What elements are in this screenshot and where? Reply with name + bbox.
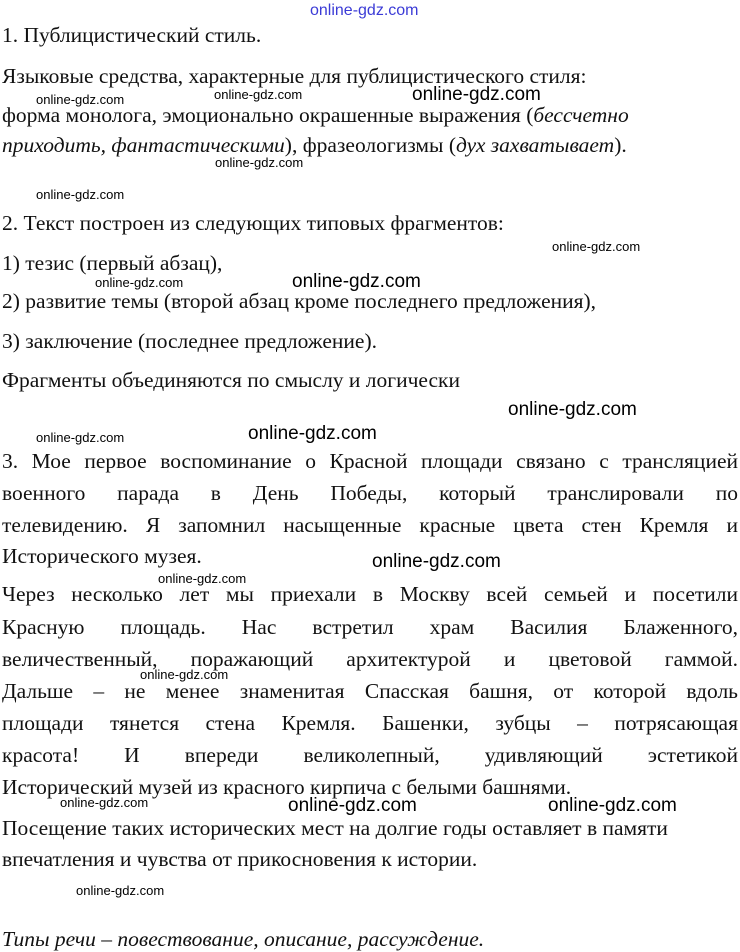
watermark: online-gdz.com xyxy=(36,92,125,107)
section2-summary: Фрагменты объединяются по смыслу и логически xyxy=(2,368,460,392)
section1-line-3 xyxy=(2,132,738,158)
section3-p2-line: величественный, поражающий архитектурой и цветовой гаммой. xyxy=(2,647,738,671)
section3-p2-line: Дальше – не менее знаменитая Спасская башня, от которой вдоль xyxy=(2,679,738,703)
section3-p2-line: Исторический музей из красного кирпича с белыми башнями. xyxy=(2,775,572,799)
section1-text: ), фразеологизмы ( xyxy=(284,133,457,157)
watermark-top: online-gdz.com xyxy=(310,2,419,19)
section2-item-1: 1) тезис (первый абзац), xyxy=(2,251,223,275)
section3-p3-line: впечатления и чувства от прикосновения к истории. xyxy=(2,847,478,871)
section2-item-3: 3) заключение (последнее предложение). xyxy=(2,329,378,353)
section1-example: бессчетно xyxy=(533,103,629,127)
section1-text: ). xyxy=(614,133,627,157)
section3-p2-line: площади тянется стена Кремля. Башенки, зубцы – потрясающая xyxy=(2,711,738,735)
watermark: online-gdz.com xyxy=(36,187,125,202)
section3-p1-line: 3. Мое первое воспоминание о Красной площади связано с трансляцией xyxy=(2,449,738,473)
watermark: online-gdz.com xyxy=(95,275,184,290)
watermark: online-gdz.com xyxy=(292,271,421,292)
section3-p2-line: красота! И впереди великолепный, удивляющий эстетикой xyxy=(2,743,738,767)
watermark: online-gdz.com xyxy=(248,423,377,444)
section2-item-2: 2) развитие темы (второй абзац кроме последнего предложения), xyxy=(2,289,597,313)
section3-p1-line: военного парада в День Победы, который транслировали по xyxy=(2,481,738,505)
section1-line-1: Языковые средства, характерные для публицистического стиля: xyxy=(2,64,587,88)
watermark: online-gdz.com xyxy=(140,667,229,682)
section3-p2-line: Красную площадь. Нас встретил храм Василия Блаженного, xyxy=(2,615,738,639)
watermark: online-gdz.com xyxy=(372,551,501,572)
speech-types-text: Типы речи – повествование, описание, рассуждение. xyxy=(2,927,485,951)
section3-p1-line: Исторического музея. xyxy=(2,544,202,568)
watermark: online-gdz.com xyxy=(508,399,637,420)
watermark: online-gdz.com xyxy=(288,795,417,816)
speech-types-footer xyxy=(2,926,738,952)
watermark: online-gdz.com xyxy=(158,571,247,586)
watermark: online-gdz.com xyxy=(76,883,165,898)
watermark: online-gdz.com xyxy=(215,155,304,170)
watermark: online-gdz.com xyxy=(214,87,303,102)
watermark: online-gdz.com xyxy=(552,239,641,254)
section3-p3-line: Посещение таких исторических мест на долгие годы оставляет в памяти xyxy=(2,816,668,840)
section1-text: форма монолога, эмоционально окрашенные выражения ( xyxy=(2,103,534,127)
watermark: online-gdz.com xyxy=(412,84,541,105)
section2-heading: 2. Текст построен из следующих типовых фрагментов: xyxy=(2,211,504,235)
watermark: online-gdz.com xyxy=(60,795,149,810)
section1-example: приходить, фантастическими xyxy=(2,133,285,157)
section3-p2-line: Через несколько лет мы приехали в Москву всей семьей и посетили xyxy=(2,582,738,606)
section1-heading: 1. Публицистический стиль. xyxy=(2,23,262,47)
watermark: online-gdz.com xyxy=(548,795,677,816)
watermark: online-gdz.com xyxy=(36,430,125,445)
section3-p1-line: телевидению. Я запомнил насыщенные красные цвета стен Кремля и xyxy=(2,513,738,537)
section1-example: дух захватывает xyxy=(456,133,615,157)
